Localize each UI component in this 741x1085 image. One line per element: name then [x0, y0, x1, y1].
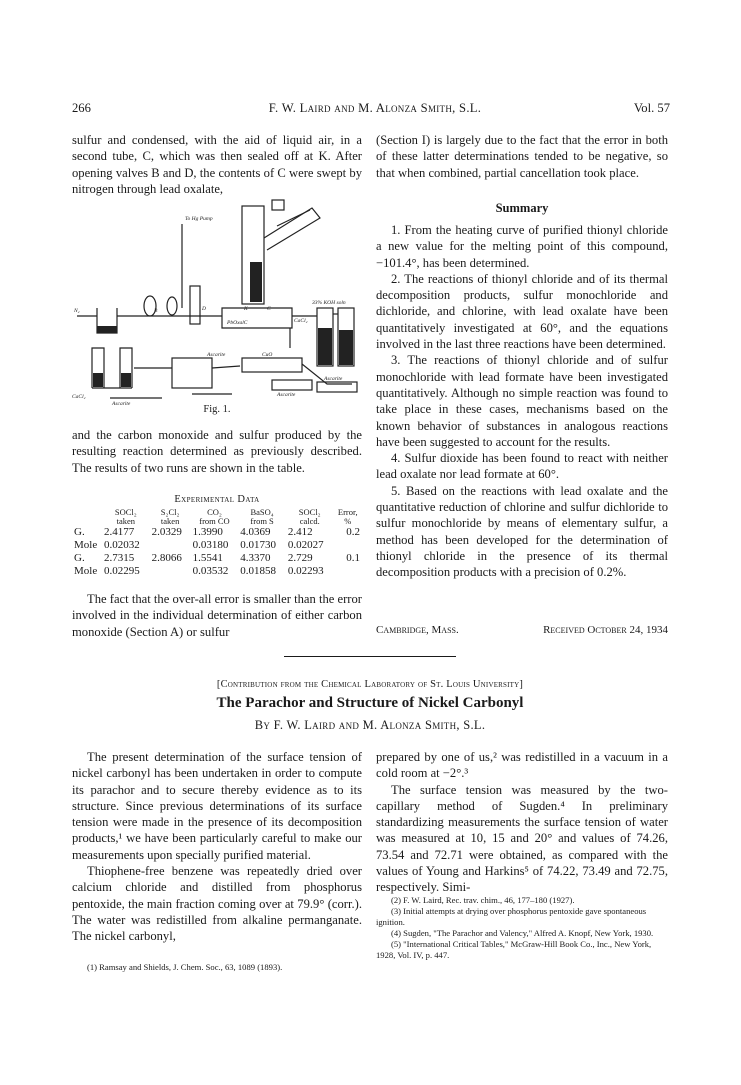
- fig-label-koh: 33% KOH soln: [312, 300, 346, 306]
- table-cell: [334, 539, 362, 552]
- figure-caption: Fig. 1.: [203, 404, 231, 415]
- fig-label-ascarite-4: Ascarite: [112, 401, 131, 407]
- table-row: [72, 526, 362, 539]
- table-cell: 0.02027: [287, 539, 324, 551]
- table-cell: 2.4177: [104, 526, 135, 538]
- table-cell: [150, 539, 191, 552]
- table-cell: Mole: [74, 565, 98, 577]
- fig-label-c: C: [267, 306, 271, 312]
- running-title: F. W. Laird and M. Alonza Smith, S.L.: [268, 101, 482, 115]
- table-cell: G.: [74, 526, 85, 538]
- table-cell: 2.8066: [151, 552, 182, 564]
- table-cell: 4.3370: [240, 552, 271, 564]
- article-byline: By F. W. Laird and M. Alonza Smith, S.L.: [254, 718, 486, 732]
- table-header-cell: [72, 508, 102, 526]
- table-cell: 2.0329: [151, 526, 182, 538]
- article-paragraph-4: The surface tension was measured by the two-capillary method of Sugden.⁴ In preliminary standardizing measurements the surface tension of water was measured at 10, 15 and 20° and values of 74.26, 73.54 and 72.71 were obtained, as compared with the values of Young and Harkins⁵ of 74.22, 73.49 and 72.75, respectively. Simi-: [376, 782, 668, 895]
- volume-number: Vol. 57: [633, 101, 670, 115]
- fig-label-cacl2-top: CaCl₂: [294, 318, 308, 324]
- table-cell: 0.02032: [104, 539, 140, 551]
- table-title: Experimental Data: [174, 494, 260, 505]
- fig-label-b: B: [154, 308, 158, 314]
- right-paragraph-1: (Section I) is largely due to the fact that the error in both of these latter determinations tended to be negative, so that when combined, partial cancellation took place.: [376, 133, 668, 180]
- summary-item-1: 1. From the heating curve of purified thionyl chloride a new value for the melting point of this compound, −101.4°, has been determined.: [376, 223, 668, 270]
- fig-label-pboxalate: PbOxalC: [227, 320, 248, 326]
- summary-list: [376, 222, 668, 581]
- footnote-4: (4) Sugden, "The Parachor and Valency," Alfred A. Knopf, New York, 1930.: [391, 928, 654, 938]
- table-cell: 0.02295: [104, 565, 140, 577]
- table-cell: [334, 565, 362, 578]
- place-line: Cambridge, Mass.: [376, 624, 459, 636]
- table-cell: 2.7315: [104, 552, 135, 564]
- table-cell: G.: [74, 552, 85, 564]
- footnote-2: (2) F. W. Laird, Rec. trav. chim., 46, 177–180 (1927).: [391, 895, 575, 905]
- apparatus-figure: [72, 198, 362, 408]
- footnotes-right: [376, 895, 668, 961]
- table-header-cell: BaSO₄ from S: [250, 507, 274, 526]
- summary-item-4: 4. Sulfur dioxide has been found to react with neither lead oxalate nor lead formate at 60°.: [376, 451, 668, 482]
- table-cell: 0.2: [346, 526, 360, 538]
- left-paragraph-3: The fact that the over-all error is smaller than the error involved in the individual determination of either carbon monoxide (Section A) or sulfur: [72, 592, 362, 639]
- fig-label-ascarite-3: Ascarite: [324, 376, 343, 382]
- page-number: 266: [72, 101, 91, 115]
- experimental-data-table: [72, 508, 362, 578]
- table-row: [72, 552, 362, 565]
- article-title: The Parachor and Structure of Nickel Carbonyl: [216, 695, 524, 711]
- table-cell: 1.5541: [192, 552, 223, 564]
- table-row: [72, 539, 362, 552]
- table-cell: Mole: [74, 539, 98, 551]
- table-cell: 1.3990: [192, 526, 223, 538]
- article-separator: [284, 656, 456, 657]
- table-cell: [150, 565, 191, 578]
- footnote-1: (1) Ramsay and Shields, J. Chem. Soc., 63, 1089 (1893).: [87, 962, 283, 972]
- footnote-3: (3) Initial attempts at drying over phosphorus pentoxide gave spontaneous ignition.: [376, 906, 647, 927]
- fig-label-ascarite-1: Ascarite: [207, 352, 226, 358]
- table-header-cell: S₂Cl₂ taken: [160, 507, 180, 526]
- table-header-cell: SOCl₂ calcd.: [298, 507, 321, 526]
- fig-label-k: K: [244, 306, 248, 312]
- table-row: [72, 565, 362, 578]
- fig-label-pump: To Hg Pump: [185, 216, 213, 222]
- fig-label-d: D: [202, 306, 206, 312]
- summary-heading: Summary: [495, 201, 549, 215]
- table-cell: 0.03532: [192, 565, 229, 577]
- fig-label-cacl2-bottom: CaCl₂: [72, 394, 86, 400]
- table-header-row: [72, 508, 362, 526]
- fig-label-n2: N₂: [74, 308, 80, 314]
- article-paragraph-1: The present determination of the surface tension of nickel carbonyl has been undertaken in order to compute its parachor and to secure thereby evidence as to its structure. Since previous determinations of its surface tension were made in the presence of its decomposition products,¹ we have been particularly careful to make our measurements upon specially purified material.: [72, 750, 362, 862]
- contribution-line: [Contribution from the Chemical Laboratory of St. Louis University]: [216, 679, 524, 690]
- article-paragraph-2: Thiophene-free benzene was repeatedly dried over calcium chloride and distilled from phosphorus pentoxide, the main fraction coming over at 79.9° (corr.). The water was redistilled from alkaline permanganate. The nickel carbonyl,: [72, 864, 362, 944]
- table-cell: 0.01858: [240, 565, 277, 577]
- footnote-5: (5) "International Critical Tables," McGraw-Hill Book Co., Inc., New York, 1928, Vol. IV, p. 447.: [376, 939, 652, 960]
- table-cell: 4.0369: [240, 526, 271, 538]
- table-header-cell: Error, %: [337, 507, 358, 526]
- article-right-body: [376, 749, 668, 896]
- table-cell: 0.1: [346, 552, 360, 564]
- table-cell: 0.03180: [192, 539, 229, 551]
- table-header-cell: CO₂ from CO: [199, 507, 230, 526]
- table-cell: 2.729: [287, 552, 313, 564]
- fig-label-cuo: CuO: [262, 352, 273, 358]
- left-paragraph-2: and the carbon monoxide and sulfur produced by the resulting reaction determined as previously described. The results of two runs are shown in the table.: [72, 428, 362, 475]
- table-cell: 0.01730: [240, 539, 277, 551]
- fig-label-ascarite-2: Ascarite: [277, 392, 296, 398]
- table-cell: 2.412: [287, 526, 313, 538]
- article-paragraph-3: prepared by one of us,² was redistilled in a vacuum in a cold room at −2°.³: [376, 750, 668, 781]
- article-left-body: [72, 749, 362, 945]
- summary-item-2: 2. The reactions of thionyl chloride and of its thermal decomposition products, sulfur monochloride and dichloride, and chlorine, with lead oxalate have been quantitatively investigated at 60°, and the equations involved in the last three reactions have been determined.: [376, 271, 668, 352]
- left-paragraph-1: sulfur and condensed, with the aid of liquid air, in a second tube, C, which was then sealed off at K. After opening valves B and D, the contents of C were swept by nitrogen through lead oxalate,: [72, 133, 362, 196]
- summary-item-3: 3. The reactions of thionyl chloride and of sulfur monochloride with lead formate have been investigated quantitatively. Although no simple reaction was found to take place in these cases, mechanisms based on the known behavior of substances in analogous reactions have been suggested to account for the results.: [376, 353, 668, 449]
- summary-item-5: 5. Based on the reactions with lead oxalate and the quantitative reduction of chlorine and sulfur dichloride to sulfur monochloride by means of elementary sulfur, a method has been developed for the determination of thionyl chloride in the presence of its thermal decomposition products with a precision of 0.2%.: [376, 483, 668, 580]
- table-cell: 0.02293: [287, 565, 324, 577]
- received-date: Received October 24, 1934: [543, 624, 668, 636]
- table-header-cell: SOCl₂ taken: [114, 507, 137, 526]
